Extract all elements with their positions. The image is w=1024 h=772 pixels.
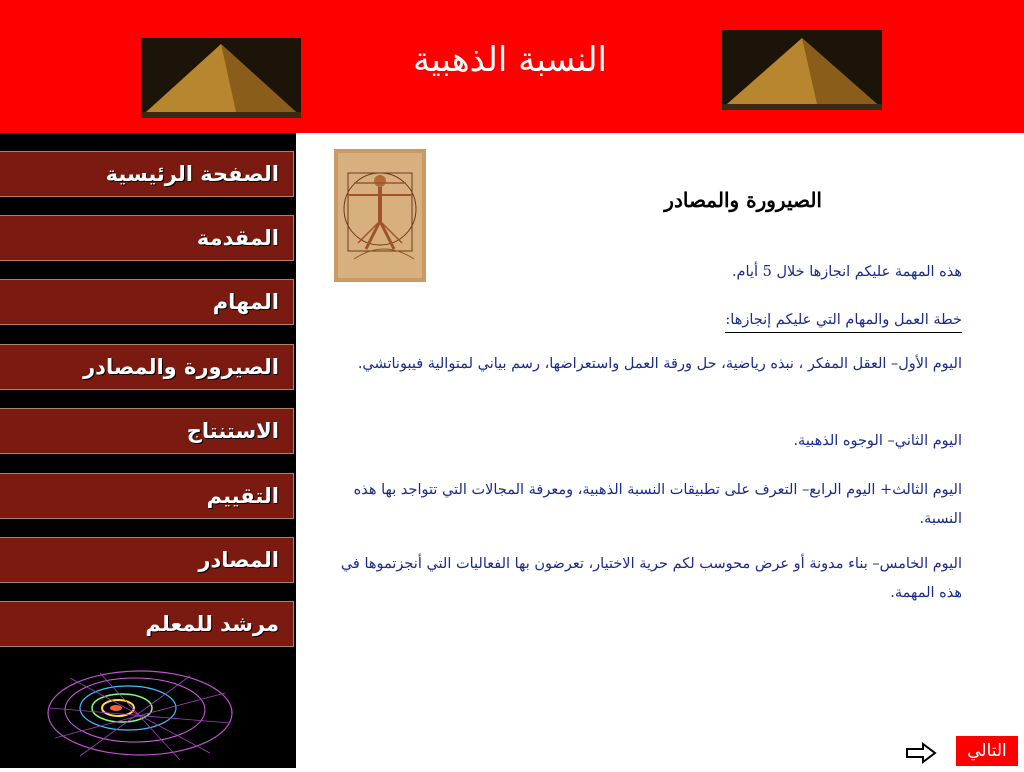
nav-home[interactable]: الصفحة الرئيسية	[0, 151, 294, 197]
nav-evaluation[interactable]: التقييم	[0, 473, 294, 519]
intro-text: هذه المهمة عليكم انجازها خلال 5 أيام.	[731, 264, 962, 280]
nav-introduction[interactable]: المقدمة	[0, 215, 294, 261]
nav-tasks[interactable]: المهام	[0, 279, 294, 325]
golden-spiral-image	[40, 668, 250, 768]
nav-conclusion[interactable]: الاستنتاج	[0, 408, 294, 454]
header-bar	[0, 0, 1024, 133]
nav-teacher-guide[interactable]: مرشد للمعلم	[0, 601, 294, 647]
day5-text: اليوم الخامس– بناء مدونة أو عرض محوسب لكم حرية الاختيار، تعرضون بها الفعاليات التي أنجزتموها في هذه المهمة.	[340, 556, 962, 601]
pyramid-image-right	[722, 30, 882, 110]
pyramid-image-left	[141, 38, 301, 118]
plan-heading: خطة العمل والمهام التي عليكم إنجازها:	[725, 308, 962, 333]
nav-sources[interactable]: المصادر	[0, 537, 294, 583]
day1-text: اليوم الأول– العقل المفكر ، نبذه رياضية، حل ورقة العمل واستعراضها، رسم بياني لمتوالية فيبوناتشي.	[357, 356, 962, 372]
day34-text: اليوم الثالث+ اليوم الرابع– التعرف على تطبيقات النسبة الذهبية، ومعرفة المجالات التي تتواجد بها هذه النسبة.	[353, 482, 962, 527]
arrow-right-icon[interactable]	[905, 742, 937, 764]
site-title: النسبة الذهبية	[412, 40, 608, 80]
plan-heading-row	[330, 306, 962, 335]
section-title: الصيرورة والمصادر	[664, 188, 822, 212]
day2-text: اليوم الثاني– الوجوه الذهبية.	[793, 433, 962, 449]
nav-process-resources[interactable]: الصيرورة والمصادر	[0, 344, 294, 390]
next-button[interactable]: التالي	[956, 736, 1018, 766]
